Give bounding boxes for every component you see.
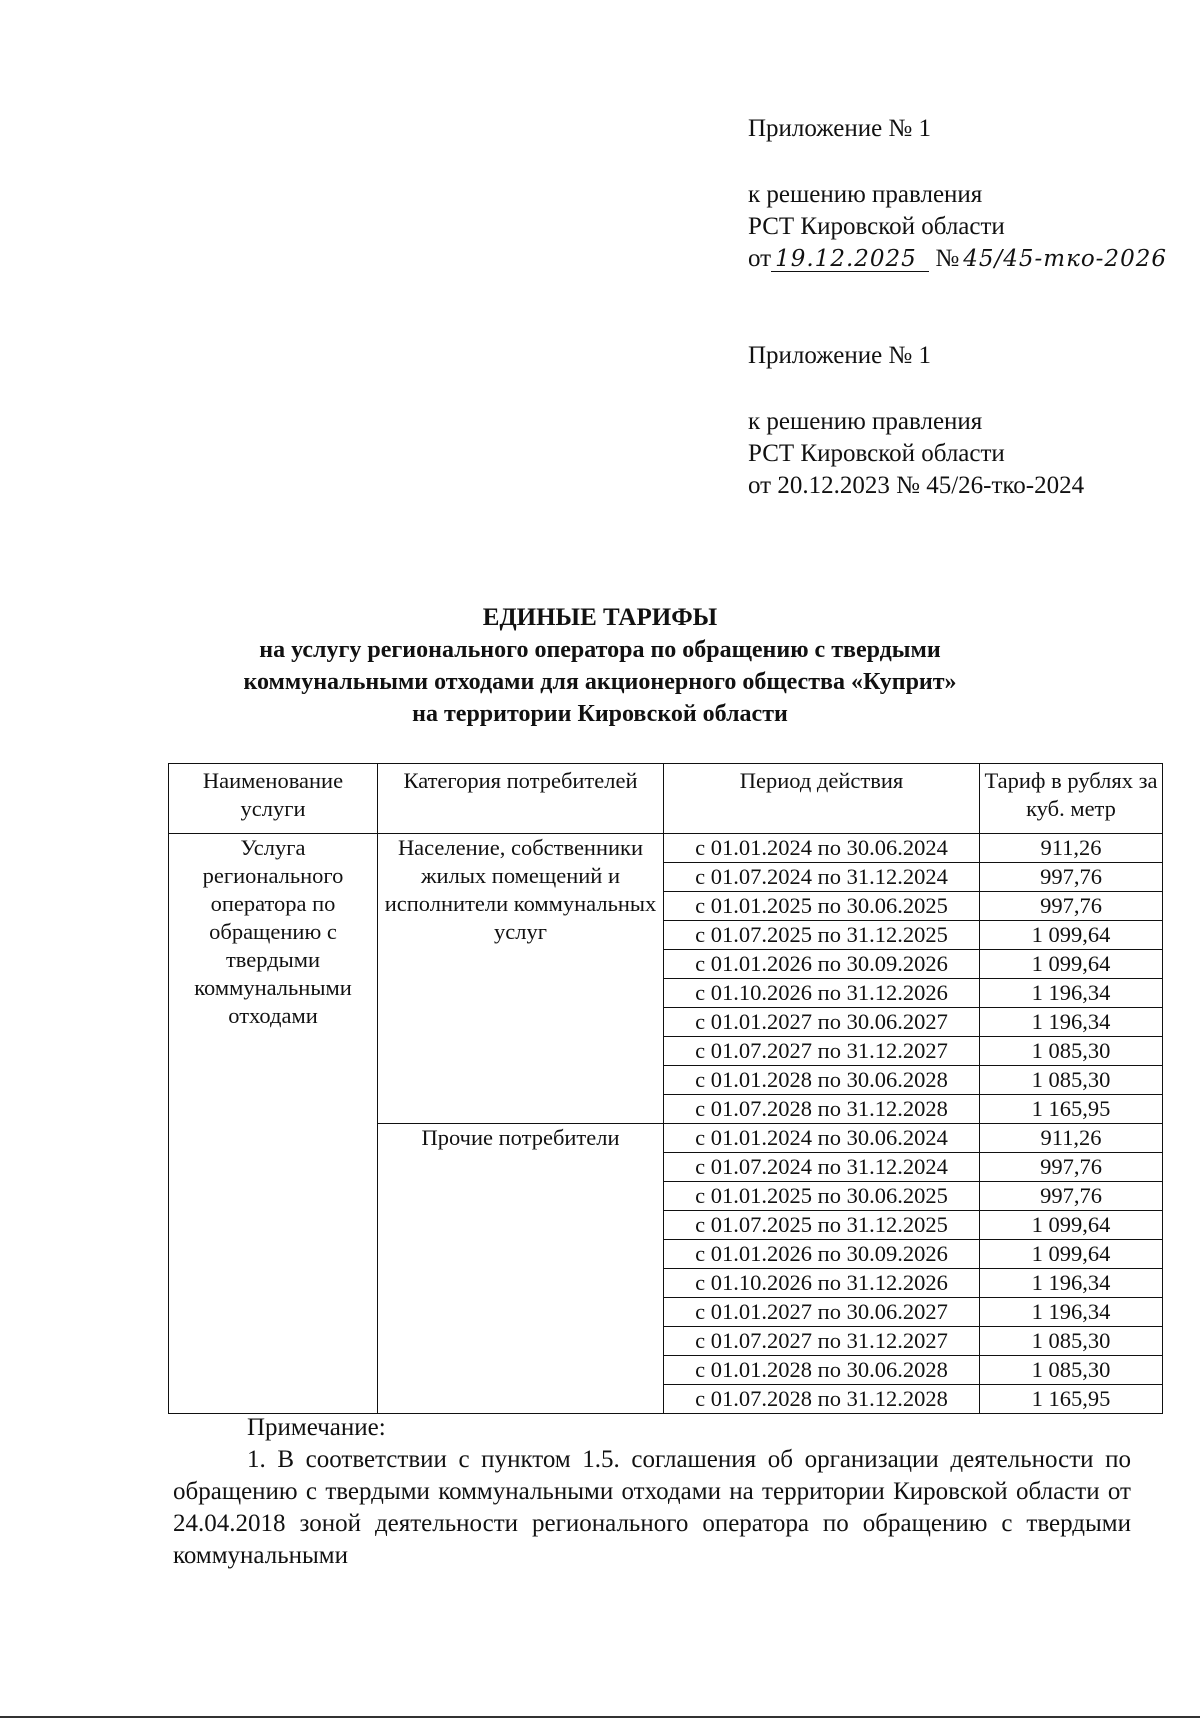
period-cell: с 01.01.2025 по 30.06.2025 [664,892,980,921]
tariff-cell: 1 085,30 [980,1066,1163,1095]
tariff-cell: 997,76 [980,1182,1163,1211]
title-line3: коммунальными отходами для акционерного общества «Куприт» [243,669,957,695]
appendix-new-line2: РСТ Кировской области [748,213,1005,240]
tariff-cell: 1 196,34 [980,979,1163,1008]
date-prefix: от [748,245,772,272]
tariff-cell: 1 196,34 [980,1269,1163,1298]
appendix-old-block [748,340,1084,502]
tariff-cell: 997,76 [980,892,1163,921]
period-cell: с 01.01.2028 по 30.06.2028 [664,1066,980,1095]
title-line4: на территории Кировской области [412,701,788,727]
period-cell: с 01.01.2028 по 30.06.2028 [664,1356,980,1385]
period-cell: с 01.07.2024 по 31.12.2024 [664,1153,980,1182]
tariff-cell: 1 099,64 [980,1211,1163,1240]
appendix-new-line1: к решению правления [748,181,983,208]
period-cell: с 01.01.2026 по 30.09.2026 [664,1240,980,1269]
tariff-cell: 997,76 [980,1153,1163,1182]
title-line2: на услугу регионального оператора по обращению с твердыми [259,637,941,663]
number-prefix: № [935,245,960,272]
table-header-row [169,764,1163,834]
period-cell: с 01.01.2024 по 30.06.2024 [664,834,980,863]
appendix-old-line2: РСТ Кировской области [748,440,1005,467]
handwritten-number: 45/45-тко-2026 [963,246,1167,272]
header-tariff: Тариф в рублях за куб. метр [980,764,1163,834]
period-cell: с 01.07.2024 по 31.12.2024 [664,863,980,892]
tariff-cell: 911,26 [980,1124,1163,1153]
appendix-old-line1: к решению правления [748,408,983,435]
tariff-cell: 1 196,34 [980,1008,1163,1037]
category-cell: Прочие потребители [378,1124,664,1414]
period-cell: с 01.07.2025 по 31.12.2025 [664,1211,980,1240]
tariff-cell: 1 165,95 [980,1095,1163,1124]
tariff-cell: 911,26 [980,834,1163,863]
tariff-table [168,763,1163,1414]
period-cell: с 01.10.2026 по 31.12.2026 [664,979,980,1008]
header-service: Наименование услуги [169,764,378,834]
notes-paragraph: 1. В соответствии с пунктом 1.5. соглашения об организации деятельности по обращению с твердыми коммунальными отходами на территории Кировской области от 24.04.2018 зоной деятельности регионального оператора по обращению с твердыми коммунальными [173,1446,1131,1569]
service-name-cell: Услуга регионального оператора по обращению с твердыми коммунальными отходами [169,834,378,1414]
period-cell: с 01.01.2025 по 30.06.2025 [664,1182,980,1211]
document-title [150,602,1050,730]
period-cell: с 01.01.2024 по 30.06.2024 [664,1124,980,1153]
period-cell: с 01.10.2026 по 31.12.2026 [664,1269,980,1298]
period-cell: с 01.07.2027 по 31.12.2027 [664,1327,980,1356]
tariff-cell: 1 196,34 [980,1298,1163,1327]
page-bottom-rule [0,1716,1200,1718]
tariff-cell: 997,76 [980,863,1163,892]
period-cell: с 01.07.2025 по 31.12.2025 [664,921,980,950]
tariff-cell: 1 165,95 [980,1385,1163,1414]
appendix-new-block [748,113,1171,275]
header-category: Категория потребителей [378,764,664,834]
tariff-table-body [169,834,1163,1414]
tariff-cell: 1 099,64 [980,921,1163,950]
appendix-new-date-line [748,243,1171,275]
tariff-cell: 1 085,30 [980,1037,1163,1066]
period-cell: с 01.07.2027 по 31.12.2027 [664,1037,980,1066]
appendix-old-title: Приложение № 1 [748,342,932,369]
appendix-new-title: Приложение № 1 [748,115,932,142]
period-cell: с 01.01.2026 по 30.09.2026 [664,950,980,979]
notes-block [173,1412,1131,1572]
category-cell: Население, собственники жилых помещений и исполнители коммунальных услуг [378,834,664,1124]
period-cell: с 01.07.2028 по 31.12.2028 [664,1385,980,1414]
table-row [169,834,1163,863]
tariff-cell: 1 085,30 [980,1356,1163,1385]
appendix-old-line3: от 20.12.2023 № 45/26-тко-2024 [748,472,1085,499]
tariff-cell: 1 099,64 [980,1240,1163,1269]
notes-label: Примечание: [247,1414,386,1441]
header-period: Период действия [664,764,980,834]
period-cell: с 01.01.2027 по 30.06.2027 [664,1298,980,1327]
period-cell: с 01.07.2028 по 31.12.2028 [664,1095,980,1124]
tariff-cell: 1 085,30 [980,1327,1163,1356]
tariff-cell: 1 099,64 [980,950,1163,979]
period-cell: с 01.01.2027 по 30.06.2027 [664,1008,980,1037]
title-main: ЕДИНЫЕ ТАРИФЫ [482,604,718,631]
handwritten-date: 19.12.2025 [771,247,929,272]
